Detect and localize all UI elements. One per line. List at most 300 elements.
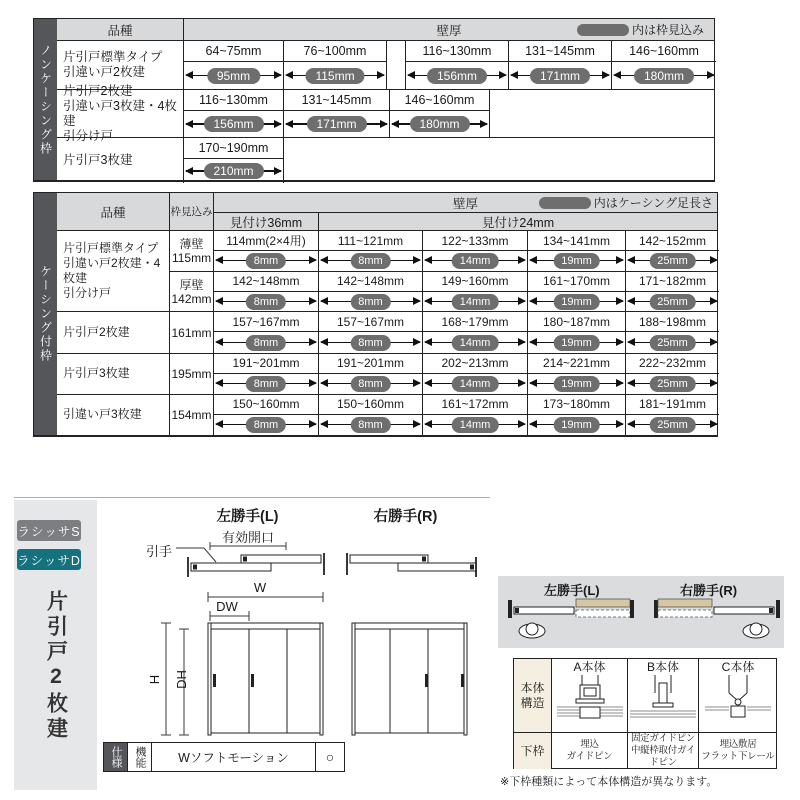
dimension-arrow (509, 62, 611, 89)
dimension-cell (528, 354, 626, 394)
table2-body (57, 193, 717, 435)
spec-label: 仕様 (110, 746, 122, 768)
dimension-arrow (184, 159, 283, 183)
dimension-cell (509, 41, 612, 89)
dimension-arrow (214, 292, 318, 312)
dimension-arrow (319, 332, 422, 352)
wall-thickness-range: 168~179mm (423, 312, 527, 332)
product-type-label (57, 312, 170, 352)
frame-depth-pill: 95mm (207, 68, 260, 84)
structure-label-line: 構造 (520, 695, 545, 710)
frame-depth-pill: 19mm (553, 335, 600, 351)
col-header-wall-band (184, 19, 714, 40)
dimension-cell (528, 272, 626, 312)
frame-depth-pill: 19mm (553, 294, 600, 310)
subheader-mitsuke24: 見付け24mm (481, 216, 555, 230)
dimension-arrow (423, 415, 527, 435)
dimension-cell (319, 395, 423, 435)
arrow-head-left-icon (424, 256, 432, 264)
frame-depth-pill: 19mm (553, 417, 600, 433)
table-noncasing-frame (33, 18, 715, 182)
table-subrow (170, 271, 717, 312)
dimension-arrow (528, 415, 625, 435)
frame-depth-value (170, 272, 214, 312)
frame-depth-pill: 8mm (246, 294, 286, 310)
dimension-arrow (390, 111, 489, 137)
wall-thickness-range: 157~167mm (214, 312, 318, 332)
arrow-head-right-icon (616, 379, 624, 387)
frame-depth-pill: 180mm (409, 116, 469, 132)
body-structure-panel (498, 574, 790, 794)
arrow-head-right-icon (413, 379, 421, 387)
frame-depth-pill: 8mm (350, 294, 390, 310)
dimension-cell (612, 41, 716, 89)
arrow-head-right-icon (616, 297, 624, 305)
dimension-arrow (319, 292, 422, 312)
body-type-a-title: A本体 (573, 660, 606, 674)
structure-cell-a (552, 659, 628, 732)
frame-depth-pill: 19mm (553, 376, 600, 392)
frame-depth-pill: 156mm (203, 116, 263, 132)
table-row-group (57, 311, 717, 352)
dimension-cell (626, 354, 719, 394)
spacer-cell (387, 41, 406, 89)
dimension-cell (184, 90, 284, 137)
arrow-head-left-icon (391, 120, 399, 128)
bottom-frame-cell-b (628, 733, 699, 769)
frame-depth-value (170, 395, 214, 435)
arrow-head-right-icon (413, 420, 421, 428)
wall-thickness-range: 76~100mm (284, 41, 386, 62)
bottom-frame-cell-c (699, 733, 777, 769)
arrow-head-left-icon (185, 167, 193, 175)
arrow-head-right-icon (274, 71, 282, 79)
arrow-head-left-icon (627, 379, 635, 387)
structure-row (514, 659, 776, 733)
dimension-arrow (528, 332, 625, 352)
product-type-label (57, 41, 184, 89)
frame-depth-pill: 14mm (452, 335, 499, 351)
arrow-head-right-icon (309, 420, 317, 428)
arrow-head-right-icon (710, 379, 718, 387)
dimension-cell (184, 138, 284, 183)
dimension-arrow (423, 374, 527, 394)
arrow-head-right-icon (274, 120, 282, 128)
arrow-head-right-icon (499, 71, 507, 79)
frame-depth-pill: 8mm (246, 417, 286, 433)
subrow-wrap (170, 312, 717, 352)
label-line: 片引戸3枚建 (63, 366, 130, 381)
frame-depth-line: 厚壁 (179, 277, 204, 292)
label-line: 引違い戸3枚建・4枚建 (63, 98, 177, 128)
frame-depth-value (170, 354, 214, 394)
frame-depth-line: 115mm (171, 250, 212, 265)
table-subrow (170, 354, 717, 394)
table2-sidebar-label: ケーシング付枠 (38, 265, 53, 363)
frame-depth-pill: 25mm (649, 294, 696, 310)
product-info-panel (14, 500, 97, 790)
label-line: 引分け戸 (63, 286, 112, 301)
dimension-cell (319, 231, 423, 271)
dimension-arrow (319, 374, 422, 394)
dim-dh-label: DH (173, 670, 189, 689)
dimension-arrow (214, 374, 318, 394)
structure-cell-c (699, 659, 777, 732)
dimension-arrow (626, 292, 719, 312)
col-header-wall: 壁厚 (436, 23, 462, 38)
arrow-head-right-icon (602, 71, 610, 79)
arrow-head-right-icon (413, 297, 421, 305)
arrow-head-left-icon (529, 256, 537, 264)
wall-thickness-range: 202~213mm (423, 354, 527, 374)
arrow-head-left-icon (529, 297, 537, 305)
arrow-head-right-icon (616, 420, 624, 428)
label-line: 片引戸2枚建 (63, 325, 130, 339)
wall-thickness-range: 157~167mm (319, 312, 422, 332)
wall-thickness-range: 214~221mm (528, 354, 625, 374)
arrow-head-left-icon (320, 297, 328, 305)
dimension-arrow (528, 251, 625, 271)
wall-thickness-range: 191~201mm (214, 354, 318, 374)
arrow-head-right-icon (710, 297, 718, 305)
empty-cell (284, 138, 716, 183)
arrow-head-left-icon (215, 297, 223, 305)
arrow-head-left-icon (510, 71, 518, 79)
table-row (57, 41, 714, 89)
table2-legend-note: 内はケーシング足長さ (593, 196, 713, 210)
wall-thickness-range: 181~191mm (626, 395, 719, 415)
dimension-cell (423, 312, 528, 352)
arrow-head-right-icon (710, 256, 718, 264)
dimension-diagrams (100, 500, 495, 790)
dim-dw-label: DW (216, 599, 238, 614)
bottom-frame-line: フラット下レール (701, 751, 775, 762)
label-line: 引違い戸3枚建 (63, 407, 142, 422)
dimension-arrow (406, 62, 508, 89)
col-header-frame-depth: 枠見込み (170, 193, 214, 230)
dimension-cell (626, 272, 719, 312)
arrow-head-right-icon (309, 297, 317, 305)
wall-thickness-range: 142~148mm (214, 272, 318, 292)
arrow-head-right-icon (616, 338, 624, 346)
product-type-label (57, 395, 170, 435)
arrow-head-left-icon (185, 120, 193, 128)
dimension-cell (423, 272, 528, 312)
arrow-head-left-icon (529, 338, 537, 346)
arrow-head-left-icon (424, 420, 432, 428)
frame-depth-pill: 25mm (649, 376, 696, 392)
arrow-head-right-icon (518, 297, 526, 305)
arrow-head-right-icon (377, 71, 385, 79)
dimension-arrow (626, 251, 719, 271)
structure-label-line: 本体 (520, 680, 545, 695)
wall-thickness-range: 142~152mm (626, 231, 719, 251)
table-row-group (57, 394, 717, 435)
label-line: 片引戸3枚建 (63, 153, 133, 167)
wall-thickness-range: 131~145mm (509, 41, 611, 62)
frame-depth-pill: 171mm (530, 68, 590, 84)
body-type-b-diagram (628, 675, 698, 725)
arrow-head-left-icon (407, 71, 415, 79)
dimension-arrow (284, 111, 389, 137)
arrow-head-left-icon (627, 420, 635, 428)
frame-depth-pill: 8mm (350, 376, 390, 392)
product-type-label (57, 231, 170, 311)
wall-thickness-range: 171~182mm (626, 272, 719, 292)
legend-pill-icon (539, 197, 591, 209)
dimension-arrow (284, 62, 386, 89)
wall-thickness-range: 188~198mm (626, 312, 719, 332)
right-hand-label: 右勝手(R) (680, 583, 738, 598)
left-hand-label: 左勝手(L) (544, 583, 600, 598)
wall-thickness-range: 173~180mm (528, 395, 625, 415)
wall-thickness-range: 146~160mm (612, 41, 716, 62)
legend-pill-icon (577, 24, 629, 36)
label-line: 引違い戸2枚建・4枚建 (63, 256, 161, 286)
arrow-head-left-icon (215, 338, 223, 346)
wall-thickness-range: 114mm(2×4用) (214, 231, 318, 251)
label-line: 引分け戸 (63, 128, 114, 143)
product-type-label (57, 354, 170, 394)
dimension-cell (528, 231, 626, 271)
arrow-head-right-icon (518, 338, 526, 346)
arrow-head-right-icon (380, 120, 388, 128)
table2-sidebar (34, 193, 57, 435)
table1-header-row (57, 19, 714, 41)
dimension-arrow (528, 292, 625, 312)
frame-depth-pill: 8mm (246, 335, 286, 351)
bottom-frame-cell-a (552, 733, 628, 769)
table2-header-row (57, 193, 717, 231)
pull-handle-label: 引手 (146, 544, 173, 559)
table2-subheader-row (214, 213, 717, 231)
arrow-head-right-icon (413, 256, 421, 264)
body-type-c-diagram (703, 675, 773, 725)
dimension-arrow (423, 251, 527, 271)
table-casing-frame (33, 192, 718, 437)
wall-thickness-range: 111~121mm (319, 231, 422, 251)
label-line: 片引戸2枚建 (63, 83, 133, 98)
wall-thickness-range: 134~141mm (528, 231, 625, 251)
dimension-cell (319, 354, 423, 394)
table1-rows (57, 41, 714, 183)
dimension-arrow (423, 332, 527, 352)
dimension-cell (406, 41, 509, 89)
table1-sidebar (34, 19, 57, 180)
dimension-cell (423, 354, 528, 394)
arrow-head-left-icon (424, 379, 432, 387)
dimension-cell (214, 395, 319, 435)
frame-depth-pill: 8mm (350, 417, 390, 433)
wall-thickness-range: 64~75mm (184, 41, 283, 62)
wall-thickness-range: 122~133mm (423, 231, 527, 251)
arrow-head-left-icon (285, 120, 293, 128)
function-available-mark: ○ (325, 749, 335, 765)
wall-thickness-range: 170~190mm (184, 138, 283, 159)
dimension-cell (626, 395, 719, 435)
dimension-arrow (626, 332, 719, 352)
table1-sidebar-label: ノンケーシング枠 (38, 43, 53, 156)
arrow-head-right-icon (707, 71, 715, 79)
col-header-product: 品種 (57, 193, 170, 230)
dim-h-label: H (147, 674, 163, 685)
frame-depth-pill: 25mm (649, 253, 696, 269)
empty-cell (490, 90, 716, 137)
wall-thickness-range: 180~187mm (528, 312, 625, 332)
function-name: Wソフトモーション (152, 743, 316, 771)
table-subrow (170, 312, 717, 352)
bottom-frame-row-label: 下枠 (514, 733, 552, 769)
table-row (57, 137, 714, 183)
dimension-arrow (184, 111, 283, 137)
dimension-arrow (214, 332, 318, 352)
body-type-c-title: C本体 (721, 660, 755, 674)
arrow-head-right-icon (518, 420, 526, 428)
arrow-head-left-icon (185, 71, 193, 79)
dimension-cell (626, 231, 719, 271)
subrow-wrap (170, 354, 717, 394)
subrow-wrap (170, 395, 717, 435)
subrow-wrap (170, 231, 717, 311)
arrow-head-left-icon (215, 379, 223, 387)
bottom-frame-line: 固定ガイドピン (630, 733, 696, 744)
effective-opening-label: 有効開口 (221, 530, 274, 545)
dimension-cell (423, 231, 528, 271)
wall-thickness-range: 222~232mm (626, 354, 719, 374)
bottom-frame-line: ガイドピン (566, 751, 613, 762)
table2-rows (57, 231, 717, 435)
frame-depth-line: 161mm (171, 325, 212, 340)
dimension-arrow (214, 251, 318, 271)
frame-depth-line: 142mm (171, 291, 212, 306)
arrow-head-left-icon (627, 256, 635, 264)
frame-depth-pill: 115mm (305, 68, 364, 84)
arrow-head-left-icon (627, 297, 635, 305)
frame-depth-pill: 8mm (350, 335, 390, 351)
table1-body (57, 19, 714, 180)
wall-thickness-range: 142~148mm (319, 272, 422, 292)
dimension-cell (184, 41, 284, 89)
dimension-cell (528, 312, 626, 352)
table-row (57, 83, 714, 143)
subheader-mitsuke36: 見付け36mm (214, 213, 319, 231)
dimension-cell (214, 272, 319, 312)
series-badge-lasissa-d: ラシッサD (17, 549, 81, 570)
dimension-arrow (319, 415, 422, 435)
arrow-head-right-icon (309, 379, 317, 387)
frame-depth-line: 195mm (171, 366, 212, 381)
wall-thickness-range: 131~145mm (284, 90, 389, 111)
series-badge-lasissa-s: ラシッサS (17, 520, 81, 541)
structure-row-label (514, 659, 552, 732)
dimension-arrow (612, 62, 716, 89)
dimension-cell (214, 231, 319, 271)
dimension-arrow (626, 415, 719, 435)
label-line: 引違い戸2枚建 (63, 65, 145, 79)
table-row-group (57, 353, 717, 394)
wall-thickness-range: 150~160mm (319, 395, 422, 415)
arrow-head-left-icon (320, 420, 328, 428)
arrow-head-right-icon (413, 338, 421, 346)
body-type-b-title: B本体 (646, 660, 679, 674)
frame-depth-pill: 8mm (246, 253, 286, 269)
dimension-cell (214, 354, 319, 394)
frame-depth-pill: 25mm (649, 417, 696, 433)
table-subrow (170, 231, 717, 271)
frame-depth-pill: 14mm (452, 253, 499, 269)
table-subrow (170, 395, 717, 435)
frame-depth-pill: 19mm (553, 253, 600, 269)
dimension-cell (284, 41, 387, 89)
frame-depth-pill: 8mm (350, 253, 390, 269)
arrow-head-right-icon (480, 120, 488, 128)
arrow-head-left-icon (215, 256, 223, 264)
wall-thickness-range: 149~160mm (423, 272, 527, 292)
wall-thickness-range: 146~160mm (390, 90, 489, 111)
structure-table (513, 658, 777, 769)
bottom-frame-line: 埋込敷居 (719, 739, 757, 750)
frame-depth-pill: 8mm (246, 376, 286, 392)
wall-thickness-range: 161~172mm (423, 395, 527, 415)
col-header-wall: 壁厚 (452, 196, 478, 211)
arrow-head-left-icon (215, 420, 223, 428)
frame-depth-pill: 156mm (427, 68, 487, 84)
frame-depth-pill: 180mm (634, 68, 694, 84)
right-hand-label: 右勝手(R) (373, 509, 438, 525)
structure-cell-b (628, 659, 699, 732)
frame-depth-pill: 25mm (649, 335, 696, 351)
table2-legend (539, 193, 713, 212)
frame-depth-value (170, 312, 214, 352)
dimension-cell (319, 312, 423, 352)
arrow-head-right-icon (274, 167, 282, 175)
function-label: 機能 (134, 746, 146, 768)
arrow-head-right-icon (309, 256, 317, 264)
frame-depth-pill: 210mm (203, 163, 263, 179)
wall-thickness-range: 116~130mm (184, 90, 283, 111)
arrow-head-right-icon (710, 338, 718, 346)
dimension-arrow (319, 251, 422, 271)
section-divider (14, 497, 490, 498)
frame-depth-pill: 14mm (452, 294, 499, 310)
dimension-cell (390, 90, 490, 137)
arrow-head-left-icon (627, 338, 635, 346)
left-hand-label: 左勝手(L) (216, 509, 279, 525)
table1-legend (577, 19, 704, 40)
body-type-a-diagram (555, 675, 625, 725)
dimension-cell (528, 395, 626, 435)
dimension-arrow (214, 415, 318, 435)
bottom-frame-line: 中縦枠取付ガイドピン (630, 745, 696, 768)
frame-depth-line: 薄壁 (179, 236, 204, 251)
wall-thickness-range: 116~130mm (406, 41, 508, 62)
table1-legend-note: 内は枠見込み (631, 23, 704, 37)
arrow-head-left-icon (613, 71, 621, 79)
arrow-head-left-icon (529, 420, 537, 428)
col-header-product: 品種 (57, 19, 184, 40)
arrow-head-left-icon (320, 338, 328, 346)
frame-depth-pill: 14mm (452, 376, 499, 392)
arrow-head-right-icon (309, 338, 317, 346)
arrow-head-right-icon (518, 256, 526, 264)
frame-depth-pill: 14mm (452, 417, 499, 433)
footnote: ※下枠種類によって本体構造が異なります。 (500, 776, 718, 788)
table-row-group (57, 231, 717, 311)
spec-function-table (103, 742, 345, 772)
bottom-frame-row (514, 733, 776, 769)
wall-thickness-range: 150~160mm (214, 395, 318, 415)
dimension-arrow (626, 374, 719, 394)
